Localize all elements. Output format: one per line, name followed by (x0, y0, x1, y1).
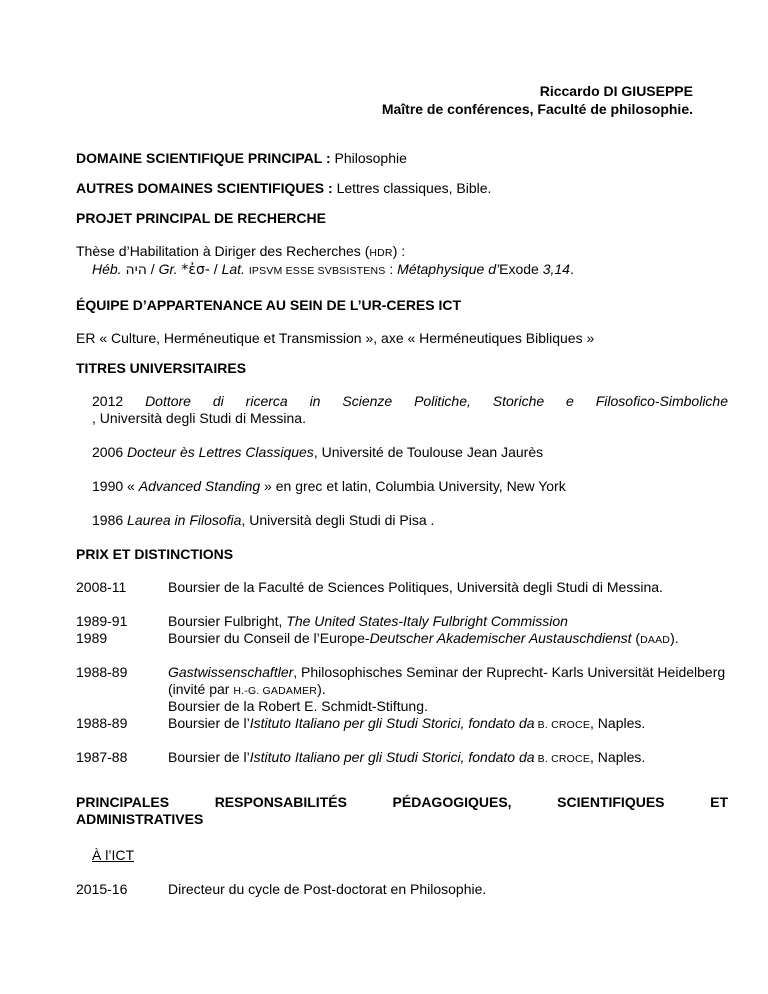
heading-word: PÉDAGOGIQUES, (392, 794, 512, 810)
projet-line-1 (76, 243, 405, 259)
prix-text-part: Boursier du Conseil de l’Europe- (168, 630, 370, 646)
resp-row (0, 881, 768, 901)
institution: » en grec et latin, Columbia University, New York (260, 478, 566, 494)
institution: , Università degli Studi di Pisa (241, 512, 427, 528)
prix-text (168, 630, 728, 649)
gr-label: Gr. (158, 261, 178, 277)
year: 1986 (92, 512, 124, 528)
degree-title: Dottore di ricerca in Scienze Politiche, Storiche e Filosofico-Simboliche (145, 393, 728, 409)
prix-year: 1989 (76, 630, 108, 646)
prix-text-part: Boursier de l’ (168, 715, 250, 731)
projet-colon: ) : (392, 243, 406, 259)
prix-text-italic: Deutscher Akademischer Austauschdienst (369, 630, 632, 646)
prix-text-italic: The United States-Italy Fulbright Commission (286, 613, 568, 629)
prix-text: Boursier de la Faculté de Sciences Politiques, Università degli Studi di Messina. (168, 579, 663, 595)
croce-name: B. CROCE (534, 753, 591, 765)
ict-subheading: À l’ICT (92, 847, 134, 863)
daad-abbrev: DAAD (640, 634, 671, 646)
quote-open: « (127, 478, 139, 494)
prix-text-part: , Philosophisches Seminar der Ruprecht- Karls Universität Heidelberg (invité par (168, 664, 726, 697)
domaine-principal-label: DOMAINE SCIENTIFIQUE PRINCIPAL : (76, 150, 331, 166)
responsabilites-heading-line2: ADMINISTRATIVES (76, 811, 204, 827)
projet-text: Thèse d’Habilitation à Diriger des Recherches ( (76, 243, 370, 259)
titre-1990 (92, 478, 566, 494)
autres-domaines-label: AUTRES DOMAINES SCIENTIFIQUES : (76, 180, 333, 196)
year: 1990 (92, 478, 124, 494)
prix-year: 1987-88 (76, 749, 128, 765)
lat-label: Lat. (221, 261, 245, 277)
titre-2006 (92, 444, 543, 460)
dot: . (569, 261, 574, 277)
equipe-heading: ÉQUIPE D’APPARTENANCE AU SEIN DE L’UR-CERES ICT (76, 297, 462, 313)
gadamer-name: H.-G. GADAMER (233, 685, 318, 697)
exode: Exode (499, 261, 539, 277)
croce-name: B. CROCE (534, 719, 591, 731)
verse-ref: 3,14 (542, 261, 570, 277)
prix-year: 1989-91 (76, 613, 128, 629)
dot: . (426, 512, 435, 528)
autres-domaines-value: Lettres classiques, Bible. (336, 180, 492, 196)
prix-text (168, 715, 728, 734)
lat-word: IPSVM ESSE SVBSISTENS (248, 265, 386, 277)
titre-2012-line2 (92, 410, 728, 427)
prix-text: Boursier de la Robert E. Schmidt-Stiftung. (168, 698, 428, 714)
prix-list (0, 579, 768, 779)
prix-text-part: ). (317, 681, 326, 697)
prix-text (168, 613, 728, 630)
prix-text-italic: Gastwissenschaftler (168, 664, 294, 680)
prix-year: 1988-89 (76, 715, 128, 731)
resp-text: Directeur du cycle de Post-doctorat en Philosophie. (168, 881, 487, 897)
degree-title: Docteur ès Lettres Classiques (127, 444, 314, 460)
heading-word: SCIENTIFIQUES (557, 794, 665, 810)
prix-text-part: ( (631, 630, 641, 646)
institution: , Università degli Studi di Messina. (92, 410, 306, 426)
author-name: Riccardo DI GIUSEPPE (539, 83, 693, 99)
hdr-abbrev: HDR (369, 247, 393, 259)
equipe-text: ER « Culture, Herméneutique et Transmission », axe « Herméneutiques Bibliques » (76, 330, 595, 346)
author-title: Maître de conférences, Faculté de philosophie. (381, 101, 693, 117)
projet-line-2 (92, 261, 574, 278)
prix-year: 1988-89 (76, 664, 128, 680)
responsabilites-heading (76, 794, 728, 828)
autres-domaines (76, 180, 491, 196)
domaine-principal-value: Philosophie (334, 150, 407, 166)
degree-title: Advanced Standing (138, 478, 261, 494)
titre-2012 (92, 393, 728, 427)
year: 2012 (92, 393, 124, 409)
prix-text-italic: Istituto Italiano per gli Studi Storici, fondato da (249, 749, 535, 765)
projet-heading: PROJET PRINCIPAL DE RECHERCHE (76, 210, 326, 226)
responsabilites-heading-line1 (76, 794, 728, 811)
prix-heading: PRIX ET DISTINCTIONS (76, 546, 234, 562)
year: 2006 (92, 444, 124, 460)
heb-word: היה (125, 262, 147, 278)
gr-word: *ἐσ- (181, 262, 210, 278)
heading-word: ET (710, 794, 728, 810)
prix-text-part: , Naples. (590, 715, 646, 731)
titre-2012-line1 (92, 393, 728, 410)
titres-heading: TITRES UNIVERSITAIRES (76, 360, 247, 376)
separator: / (150, 261, 155, 277)
prix-text (168, 664, 728, 700)
prix-text-italic: Istituto Italiano per gli Studi Storici, fondato da (249, 715, 535, 731)
heb-label: Héb. (92, 261, 122, 277)
domaine-principal (76, 150, 407, 166)
prix-text-part: , Naples. (590, 749, 646, 765)
titre-1986 (92, 512, 434, 528)
prix-text-part: Boursier Fulbright, (168, 613, 287, 629)
heading-word: PRINCIPALES (76, 794, 170, 810)
prix-text-part: ). (670, 630, 679, 646)
degree-title: Laurea in Filosofia (127, 512, 242, 528)
colon: : (389, 261, 394, 277)
resp-year: 2015-16 (76, 881, 128, 897)
institution: , Université de Toulouse Jean Jaurès (313, 444, 544, 460)
prix-text-part: Boursier de l’ (168, 749, 250, 765)
meta-title: Métaphysique d’ (397, 261, 500, 277)
prix-text (168, 749, 728, 768)
separator: / (213, 261, 218, 277)
heading-word: RESPONSABILITÉS (214, 794, 347, 810)
prix-year: 2008-11 (76, 579, 127, 595)
